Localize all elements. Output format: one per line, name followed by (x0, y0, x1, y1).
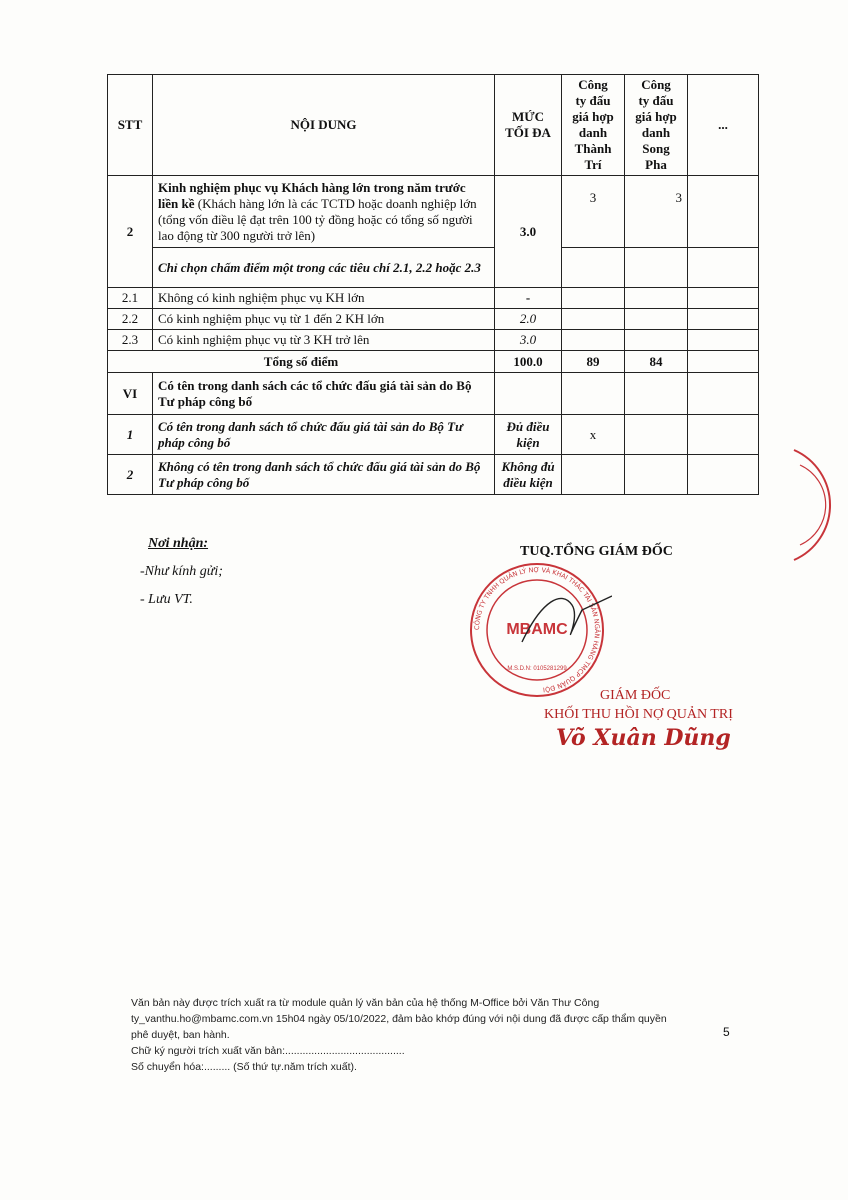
signer-position-line2: KHỐI THU HỒI NỢ QUẢN TRỊ (544, 707, 733, 722)
page-edge-seal-fragment (786, 445, 846, 565)
empty-cell (625, 415, 688, 455)
header-more: ... (688, 75, 759, 176)
row-content: Không có tên trong danh sách tổ chức đấu giá tài sản do Bộ Tư pháp công bố (153, 455, 495, 495)
footer-line: Văn bản này được trích xuất ra từ module quản lý văn bản của hệ thống M-Office bởi Văn Thư Công (131, 997, 600, 1009)
row-content: Có kinh nghiệm phục vụ từ 1 đến 2 KH lớn (153, 309, 495, 330)
header-stt: STT (108, 75, 153, 176)
row-max: Không đủ điều kiện (495, 455, 562, 495)
header-company-song-pha: Công ty đấu giá hợp danh Song Pha (625, 75, 688, 176)
row-content (153, 176, 495, 248)
empty-cell (688, 373, 759, 415)
row-max: - (495, 288, 562, 309)
table-row (108, 176, 759, 248)
row-content: Có tên trong danh sách tổ chức đấu giá tài sản do Bộ Tư pháp công bố (153, 415, 495, 455)
header-content: NỘI DUNG (153, 75, 495, 176)
row-max: 3.0 (495, 330, 562, 351)
row-content: Chỉ chọn chấm điểm một trong các tiêu chí 2.1, 2.2 hoặc 2.3 (153, 248, 495, 288)
row-score-song-pha: 3 (625, 176, 688, 248)
empty-cell (688, 455, 759, 495)
empty-cell (562, 330, 625, 351)
empty-cell (562, 309, 625, 330)
empty-cell (625, 455, 688, 495)
total-label: Tổng số điểm (108, 351, 495, 373)
recipients-title: Nơi nhận: (148, 536, 209, 551)
row-max: 2.0 (495, 309, 562, 330)
table-row (108, 288, 759, 309)
page-number: 5 (723, 1025, 730, 1039)
empty-cell (495, 373, 562, 415)
row-content-bold: Kinh nghiệm phục vụ Khách hàng lớn trong năm trước liền kề (158, 180, 466, 211)
table-row (108, 248, 759, 288)
total-max: 100.0 (495, 351, 562, 373)
row-content: Không có kinh nghiệm phục vụ KH lớn (153, 288, 495, 309)
table-row (108, 455, 759, 495)
empty-cell (625, 330, 688, 351)
row-content-rest: (Khách hàng lớn là các TCTD hoặc doanh nghiệp lớn (tổng vốn điều lệ đạt trên 100 tỷ đồng hoặc có tổng số người lao động từ 300 người trở lên) (158, 196, 477, 243)
row-max: Đủ điều kiện (495, 415, 562, 455)
recipients-block (140, 536, 223, 620)
stamp-tax-code: M.S.D.N: 0105281299 (507, 666, 567, 672)
stamp-logo: MBAMC (506, 621, 568, 638)
evaluation-table (107, 74, 759, 495)
table-row (108, 415, 759, 455)
table-row (108, 309, 759, 330)
extraction-footer (131, 995, 711, 1075)
header-company-thanh-tri: Công ty đấu giá hợp danh Thành Trí (562, 75, 625, 176)
table-row (108, 373, 759, 415)
recipients-line: -Như kính gửi; (140, 564, 223, 579)
footer-line: phê duyệt, ban hành. (131, 1029, 230, 1041)
row-more (688, 176, 759, 248)
footer-line: Chữ ký người trích xuất văn bản:......................................... (131, 1045, 405, 1057)
row-stt: 2 (108, 176, 153, 288)
empty-cell (688, 288, 759, 309)
footer-line: ty_vanthu.ho@mbamc.com.vn 15h04 ngày 05/10/2022, đảm bảo khớp đúng với nội dung đã được cấp thẩm quyền (131, 1013, 667, 1025)
row-stt: 2.3 (108, 330, 153, 351)
footer-line: Số chuyển hóa:......... (Số thứ tự.năm trích xuất). (131, 1061, 357, 1073)
row-max: 3.0 (495, 176, 562, 288)
row-stt: 2.2 (108, 309, 153, 330)
empty-cell (562, 248, 625, 288)
empty-cell (625, 373, 688, 415)
row-content: Có kinh nghiệm phục vụ từ 3 KH trở lên (153, 330, 495, 351)
total-row (108, 351, 759, 373)
signer-position-line1: GIÁM ĐỐC (600, 688, 671, 703)
table-header-row (108, 75, 759, 176)
signer-name: Võ Xuân Dũng (556, 725, 731, 751)
empty-cell (688, 309, 759, 330)
row-stt: 1 (108, 415, 153, 455)
empty-cell (562, 288, 625, 309)
row-stt: 2 (108, 455, 153, 495)
stamp-ring-text: CÔNG TY TNHH QUẢN LÝ NỢ VÀ KHAI THÁC TÀI SẢN NGÂN HÀNG TMCP QUÂN ĐỘI (472, 565, 602, 694)
header-max: MỨC TỐI ĐA (495, 75, 562, 176)
row-score-thanh-tri: 3 (562, 176, 625, 248)
empty-cell (562, 373, 625, 415)
row-stt: 2.1 (108, 288, 153, 309)
table-row (108, 330, 759, 351)
company-seal-stamp (462, 560, 612, 700)
empty-cell (688, 351, 759, 373)
recipients-line: - Lưu VT. (140, 592, 193, 607)
empty-cell (688, 415, 759, 455)
total-thanh-tri: 89 (562, 351, 625, 373)
empty-cell (688, 248, 759, 288)
empty-cell (562, 455, 625, 495)
empty-cell (625, 309, 688, 330)
row-content: Có tên trong danh sách các tổ chức đấu giá tài sản do Bộ Tư pháp công bố (153, 373, 495, 415)
empty-cell (688, 330, 759, 351)
total-song-pha: 84 (625, 351, 688, 373)
empty-cell (625, 248, 688, 288)
row-mark-thanh-tri: x (562, 415, 625, 455)
empty-cell (625, 288, 688, 309)
signature-title: TUQ.TỔNG GIÁM ĐỐC (520, 544, 673, 559)
row-stt: VI (108, 373, 153, 415)
